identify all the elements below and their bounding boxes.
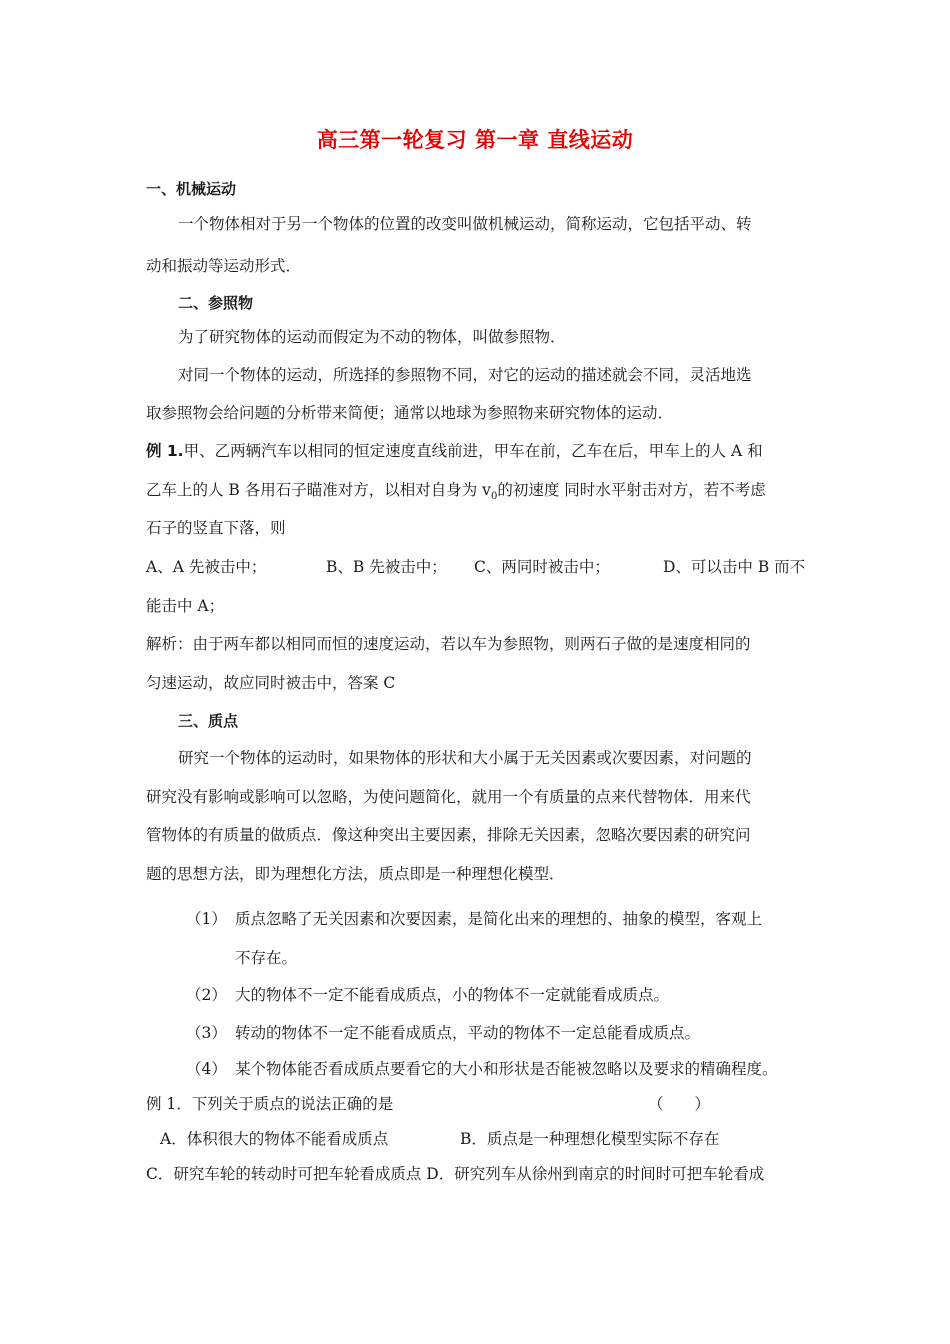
example-2-stem: 例 1．下列关于质点的说法正确的是	[146, 1095, 394, 1113]
option-d-continued: 能击中 A；	[146, 597, 225, 615]
paragraph-line: 为了研究物体的运动而假定为不动的物体，叫做参照物．	[178, 328, 566, 346]
list-item-number: （3）	[186, 1024, 227, 1042]
page-title: 高三第一轮复习 第一章 直线运动	[316, 128, 634, 152]
analysis-line: 匀速运动，故应同时被击中，答案 C	[146, 674, 396, 692]
list-item-text: 某个物体能否看成质点要看它的大小和形状是否能被忽略以及要求的精确程度。	[235, 1060, 778, 1078]
paragraph-line: 研究一个物体的运动时，如果物体的形状和大小属于无关因素或次要因素，对问题的	[178, 749, 752, 767]
example-text: 甲、乙两辆汽车以相同的恒定速度直线前进，甲车在前，乙车在后，甲车上的人 A 和	[183, 442, 763, 460]
option-c-d: C．研究车轮的转动时可把车轮看成质点 D．研究列车从徐州到南京的时间时可把车轮看成	[146, 1165, 765, 1183]
option-a: A、A 先被击中；	[146, 558, 267, 576]
paragraph-line: 一个物体相对于另一个物体的位置的改变叫做机械运动，简称运动，它包括平动、转	[178, 215, 752, 233]
example-text: 乙车上的人 B 各用石子瞄准对方，以相对自身为 v	[146, 481, 491, 499]
example-1-line-3: 石子的竖直下落，则	[146, 519, 286, 537]
example-label: 例 1.	[146, 442, 184, 460]
paragraph-line: 动和振动等运动形式．	[146, 257, 302, 275]
list-item-number: （4）	[186, 1060, 227, 1078]
option-c: C、两同时被击中；	[474, 558, 610, 576]
paragraph-line: 取参照物会给问题的分析带来简便；通常以地球为参照物来研究物体的运动．	[146, 404, 674, 422]
example-text: 的初速度 同时水平射击对方，若不考虑	[497, 481, 766, 499]
list-item-number: （2）	[186, 986, 227, 1004]
paragraph-line: 题的思想方法，即为理想化方法，质点即是一种理想化模型．	[146, 865, 565, 883]
option-b: B、B 先被击中；	[326, 558, 447, 576]
section-heading-mechanical-motion: 一、机械运动	[146, 180, 237, 198]
section-heading-reference-frame: 二、参照物	[178, 294, 254, 312]
option-a: A．体积很大的物体不能看成质点	[160, 1130, 389, 1148]
paragraph-line: 研究没有影响或影响可以忽略，为使问题简化，就用一个有质量的点来代替物体．用来代	[146, 788, 751, 806]
list-item-continued: 不存在。	[235, 949, 298, 967]
list-item-text: 大的物体不一定不能看成质点，小的物体不一定就能看成质点。	[235, 986, 670, 1004]
list-item-number: （1）	[186, 910, 227, 928]
list-item-text: 质点忽略了无关因素和次要因素，是简化出来的理想的、抽象的模型，客观上	[235, 910, 763, 928]
example-1-line-1	[146, 440, 814, 462]
paragraph-line: 管物体的有质量的做质点．像这种突出主要因素，排除无关因素，忽略次要因素的研究问	[146, 826, 751, 844]
paragraph-line: 对同一个物体的运动，所选择的参照物不同，对它的运动的描述就会不同，灵活地选	[178, 366, 752, 384]
example-1-line-2	[146, 479, 814, 508]
answer-paren: （ ）	[648, 1095, 711, 1113]
section-heading-particle: 三、质点	[178, 712, 239, 730]
subscript: 0	[490, 491, 498, 503]
analysis-line: 解析：由于两车都以相同而恒的速度运动，若以车为参照物，则两石子做的是速度相同的	[146, 635, 751, 653]
option-d: D、可以击中 B 而不	[663, 558, 806, 576]
list-item-text: 转动的物体不一定不能看成质点，平动的物体不一定总能看成质点。	[235, 1024, 701, 1042]
option-b: B．质点是一种理想化模型实际不存在	[460, 1130, 720, 1148]
